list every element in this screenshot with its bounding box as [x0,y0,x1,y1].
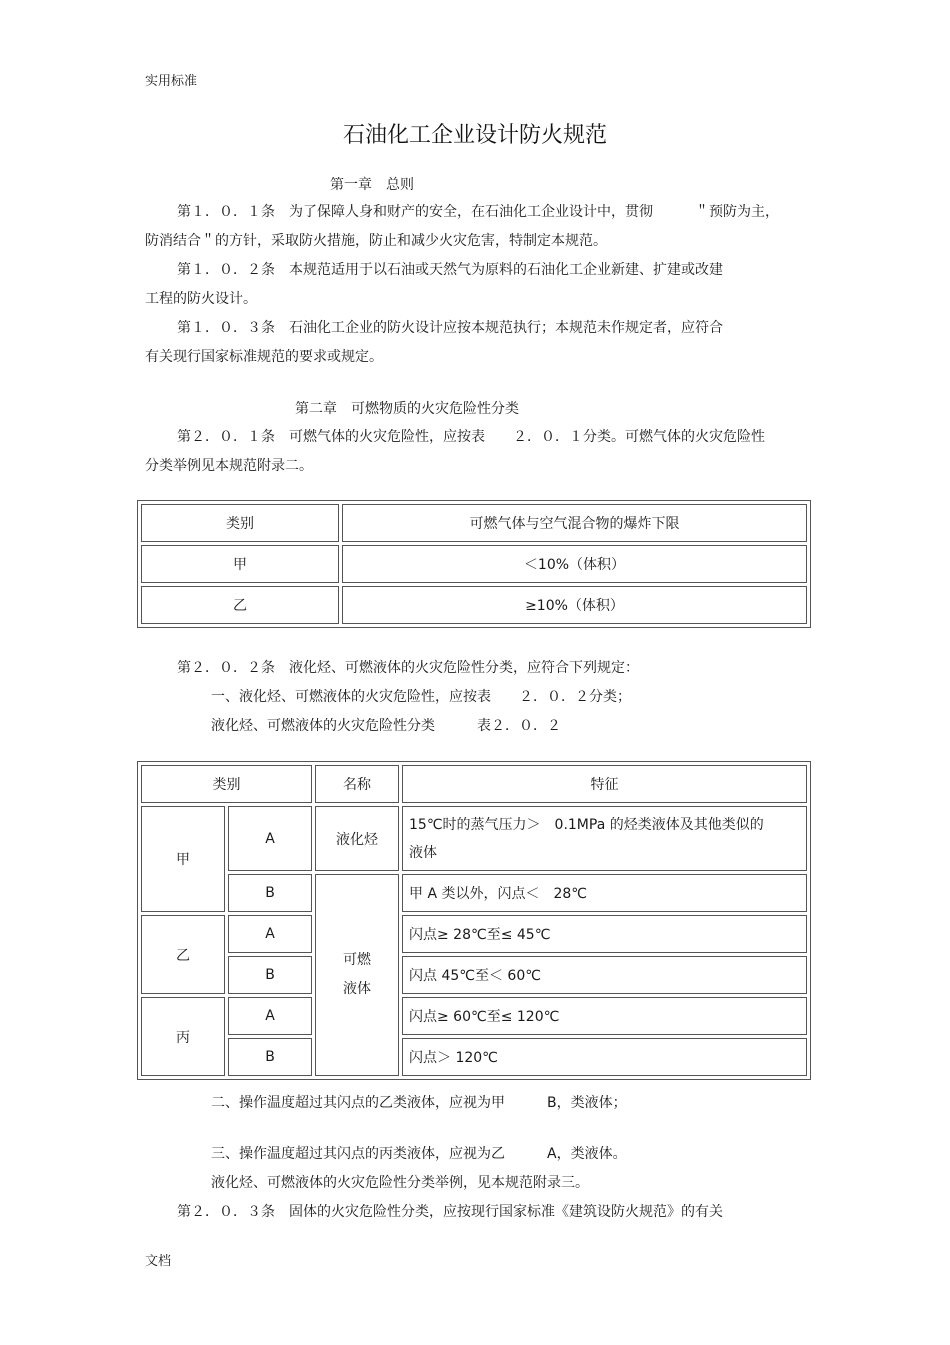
subclass: B [228,1038,312,1076]
article-1-0-2 [145,256,723,314]
table-row [141,997,807,1035]
cell-limit: ≥10%（体积） [342,586,807,624]
table-row [141,1038,807,1076]
subclass: A [228,806,312,871]
cell-category: 甲 [141,545,339,583]
page-footer: 文档 [145,1254,172,1269]
header-name: 名称 [315,765,399,803]
cell-limit: ＜10%（体积） [342,545,807,583]
cell-category: 乙 [141,586,339,624]
name-lpg: 液化烃 [315,806,399,871]
article-1-0-2-line-2: 工程的防火设计。 [145,291,257,307]
item-1: 一、液化烃、可燃液体的火灾危险性，应按表 ２．０．２分类； [211,689,631,705]
article-1-0-2-line-1: 第１．０．２条 本规范适用于以石油或天然气为原料的石油化工企业新建、扩建或改建 [177,262,723,278]
feature-cell: 甲 A 类以外，闪点＜ 28℃ [402,874,807,912]
feature-cell [402,806,807,871]
name-line-2: 液体 [343,981,371,997]
feature-cell: 闪点＞ 120℃ [402,1038,807,1076]
article-2-0-1-line-2: 分类举例见本规范附录二。 [145,458,313,474]
article-1-0-1-line-2: 防消结合＂的方针，采取防火措施，防止和减少火灾危害，特制定本规范。 [145,233,607,249]
subclass: A [228,997,312,1035]
class-yi: 乙 [141,915,225,994]
page-header: 实用标准 [145,74,198,89]
table-header-row [141,765,807,803]
article-1-0-3-line-1: 第１．０．３条 石油化工企业的防火设计应按本规范执行；本规范未作规定者，应符合 [177,320,723,336]
subclass: A [228,915,312,953]
table-header-row [141,504,807,542]
feature-cell: 闪点≥ 60℃至≤ 120℃ [402,997,807,1035]
name-line-1: 可燃 [343,952,371,968]
item-2: 二、操作温度超过其闪点的乙类液体，应视为甲 B，类液体； [211,1095,627,1111]
table-2-0-2 [137,761,811,1080]
table-2-0-2-caption: 液化烃、可燃液体的火灾危险性分类 表２．０．２ [211,718,561,734]
table-row [141,956,807,994]
table-row [141,874,807,912]
document-title: 石油化工企业设计防火规范 [342,123,607,148]
article-1-0-1 [145,198,779,256]
article-2-0-1-line-1: 第２．０．１条 可燃气体的火灾危险性，应按表 ２．０．１分类。可燃气体的火灾危险性 [177,429,765,445]
table-row [141,545,807,583]
subclass: B [228,956,312,994]
article-1-0-3-line-2: 有关现行国家标准规范的要求或规定。 [145,349,383,365]
class-jia: 甲 [141,806,225,912]
class-bing: 丙 [141,997,225,1076]
subclass: B [228,874,312,912]
item-3: 三、操作温度超过其闪点的丙类液体，应视为乙 A，类液体。 [211,1146,627,1162]
name-flammable-liquid [315,874,399,1076]
article-2-0-1 [145,423,765,481]
feature-cell: 闪点≥ 28℃至≤ 45℃ [402,915,807,953]
header-feature: 特征 [402,765,807,803]
chapter-1-heading: 第一章 总则 [330,177,414,193]
table-2-0-1 [137,500,811,628]
table-row [141,915,807,953]
table-row [141,806,807,871]
article-2-0-2: 第２．０．２条 液化烃、可燃液体的火灾危险性分类，应符合下列规定： [177,660,639,676]
feature-text-line-2: 液体 [409,844,437,861]
feature-cell: 闪点 45℃至＜ 60℃ [402,956,807,994]
article-2-0-3: 第２．０．３条 固体的火灾危险性分类，应按现行国家标准《建筑设防火规范》的有关 [177,1204,723,1220]
article-1-0-3 [145,314,723,372]
chapter-2-heading: 第二章 可燃物质的火灾危险性分类 [295,401,519,417]
header-explosion-limit: 可燃气体与空气混合物的爆炸下限 [342,504,807,542]
table-row [141,586,807,624]
article-1-0-1-line-1: 第１．０．１条 为了保障人身和财产的安全，在石油化工企业设计中，贯彻 ＂预防为主， [177,204,779,220]
item-4: 液化烃、可燃液体的火灾危险性分类举例，见本规范附录三。 [211,1175,589,1191]
header-category: 类别 [141,504,339,542]
header-category: 类别 [141,765,312,803]
feature-text-line-1: 15℃时的蒸气压力＞ 0.1MPa 的烃类液体及其他类似的 [409,816,764,833]
